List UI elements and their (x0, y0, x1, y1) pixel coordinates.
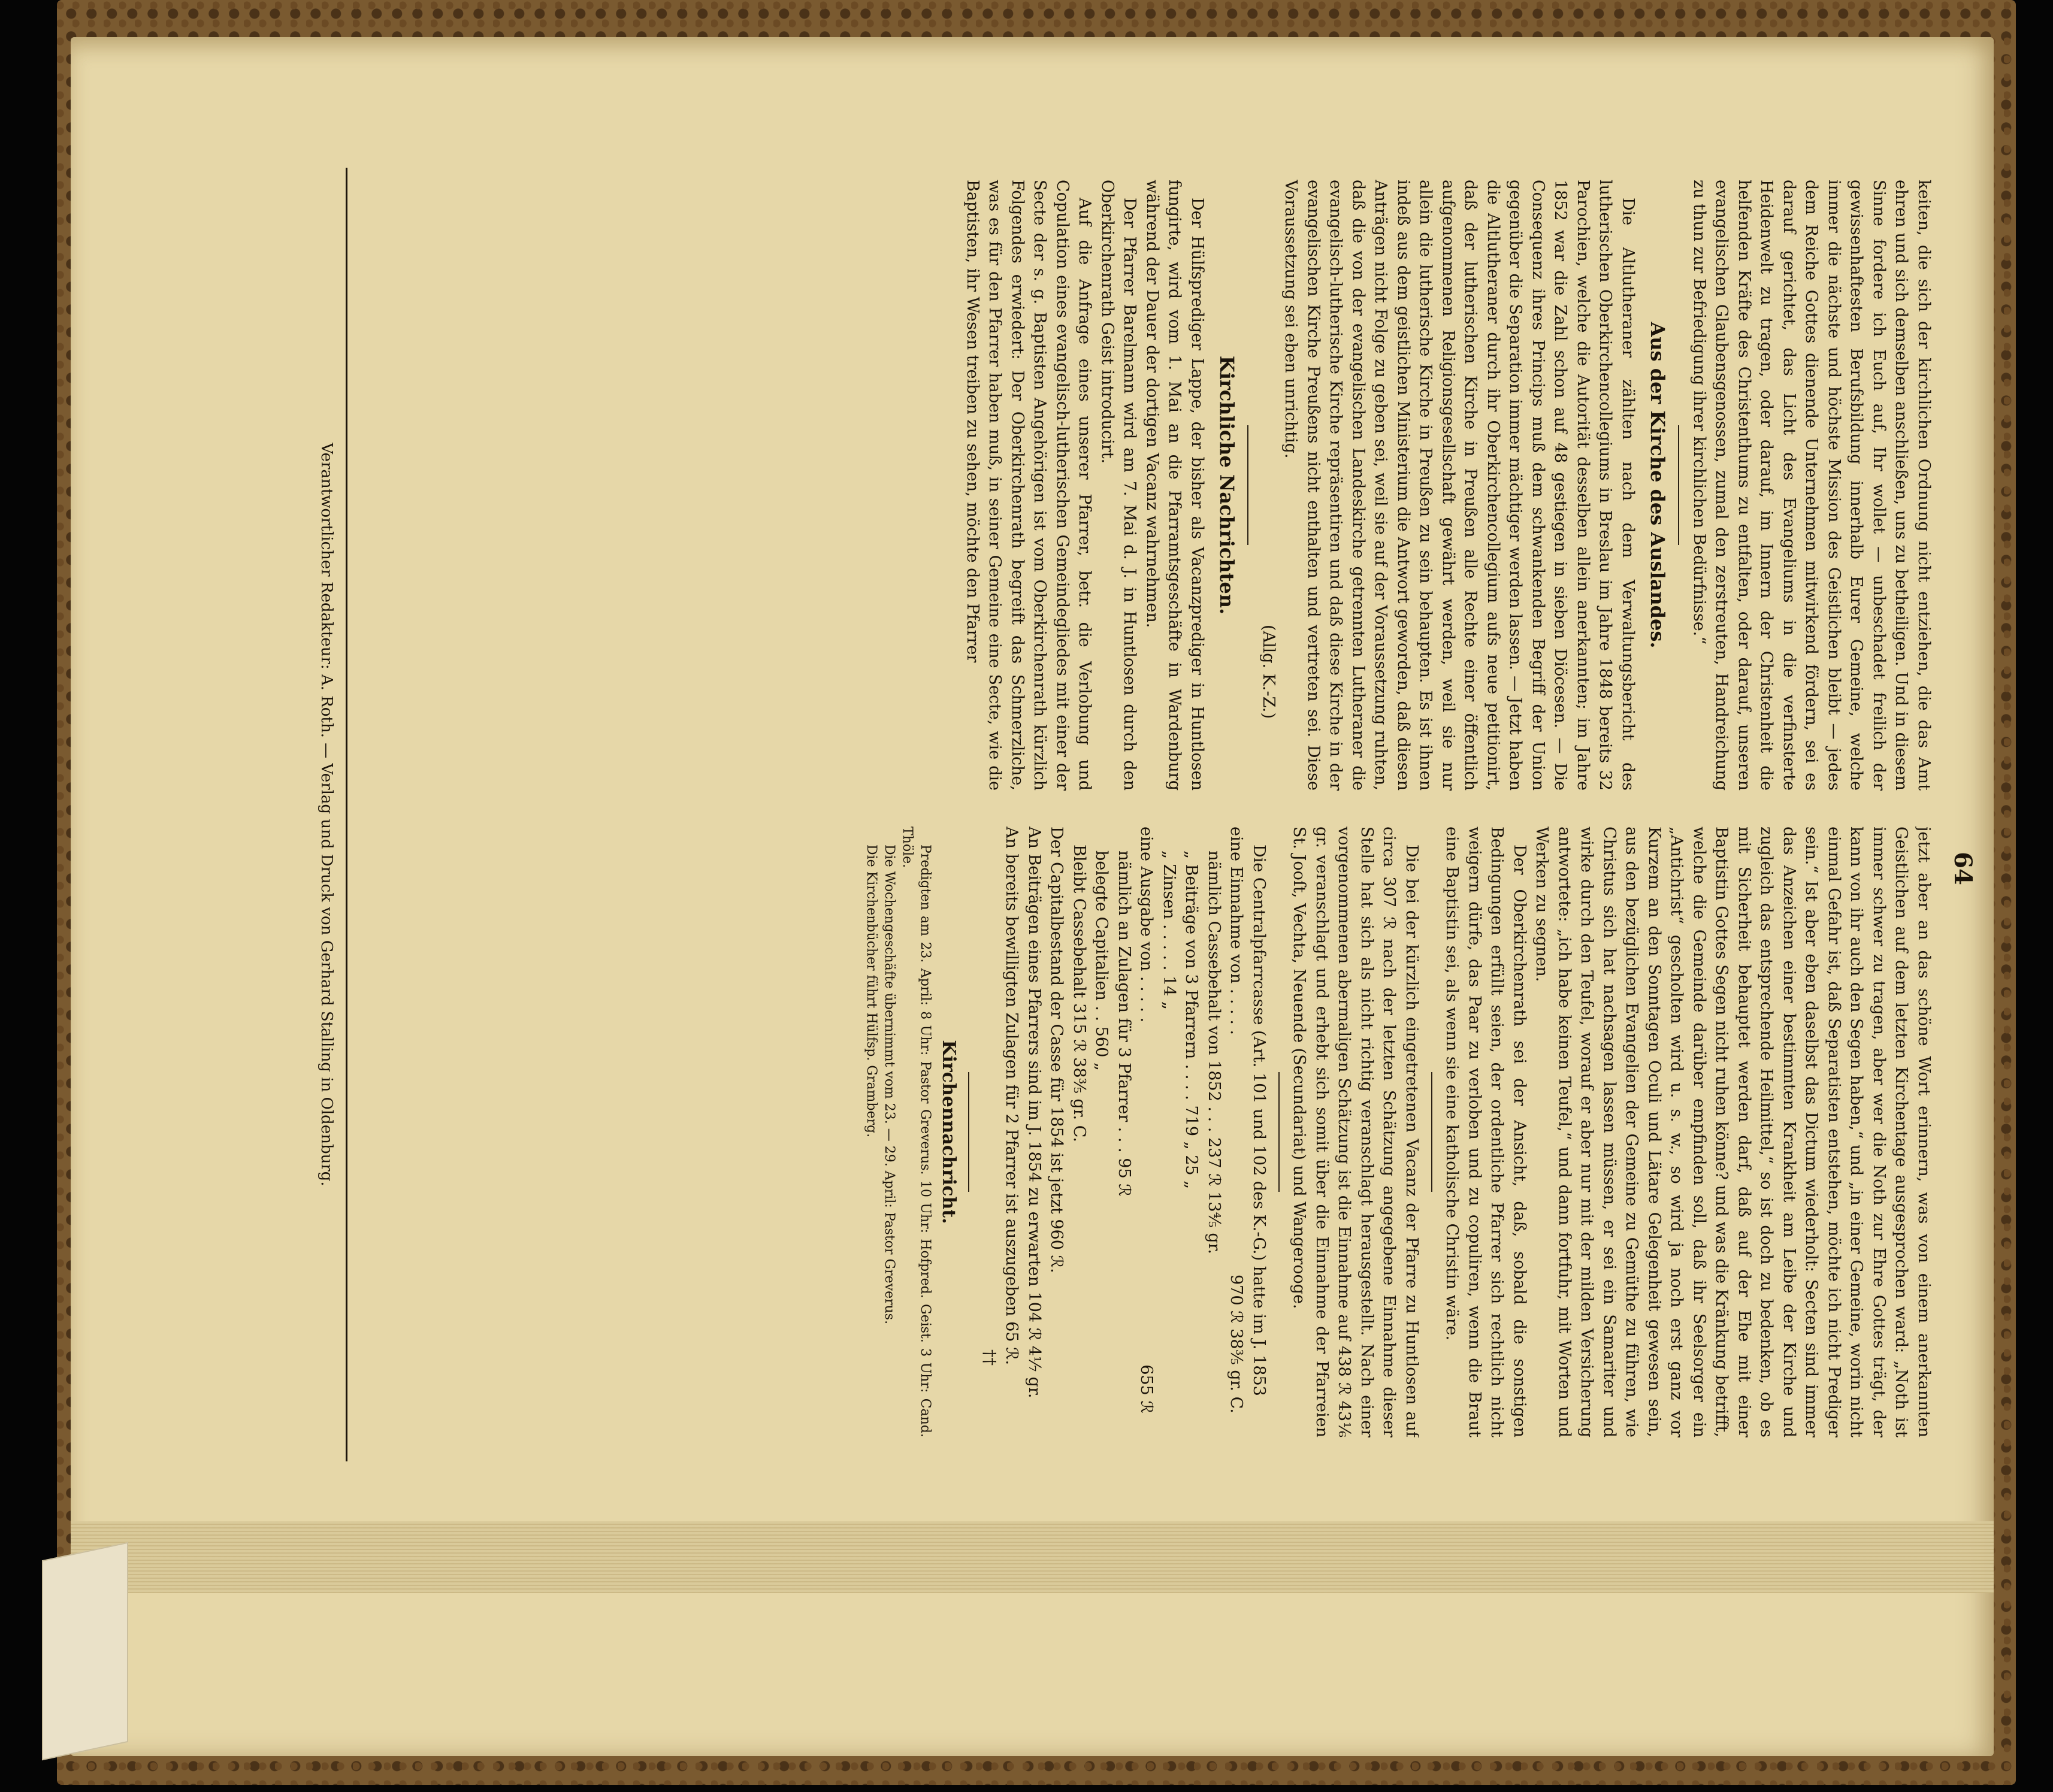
kirchennachricht-heading: Kirchennachricht. (938, 1040, 960, 1224)
cassa-summary-line: Bleibt Cassebehalt 315 ℛ 38⅗ gr. C. (1070, 844, 1089, 1143)
cassa-row (1180, 827, 1203, 1437)
cassa-row (1090, 827, 1113, 1437)
nachricht-paragraph: Auf die Anfrage eines unserer Pfarrer, betr. die Verlobung und Copulation eines evangelisch-lutherischen Gemeindegliedes mit einer der Secte der s. g. Baptisten Angehörigen ist vom Oberkirchenrath kürzlich Folgendes erwiedert: Der Oberkirchenrath begreift das Schmerzliche, was es für den Pfarrer haben muß, in seiner Gemeine eine Secte, wie die Baptisten, ihr Wesen treiben zu sehen, möchte den Pfarrer (963, 180, 1094, 791)
footer-rule (346, 168, 347, 1461)
section-divider (1278, 1072, 1280, 1192)
right-column (401, 827, 1935, 1437)
cassa-heading: Die Centralpfarrcasse (Art. 101 und 102 des K.-G.) hatte im J. 1853 (1250, 844, 1268, 1396)
ausland-paragraph: Die Altlutheraner zählten nach dem Verwaltungsbericht des lutherischen Oberkirchencollegiums in Breslau im Jahre 1848 bereits 32 Parochien, welche die Autorität desselben allein anerkannten; im Jahre 1852 war die Zahl schon auf 48 gestiegen in sieben Diöcesen. — Die Consequenz ihres Princips muß dem schwankenden Begriff der Union gegenüber die Separation immer mächtiger werden lassen. — Jetzt haben die Altlutheraner durch ihr Oberkirchencollegium aufs neue petitionirt, daß der lutherischen Kirche in Preußen alle Rechte einer öffentlich aufgenommenen Religionsgesellschaft gewährt werden, weil sie nur allein die lutherische Kirche in Preußen zu sein behaupten. Es ist ihnen indeß aus dem geistlichen Ministerium die Antwort geworden, daß diesen Anträgen nicht Folge zu geben sei, weil sie auf der Voraussetzung ruhten, daß die von der evangelischen Landeskirche getrennten Lutheraner die evangelisch-lutherische Kirche repräsentiren und daß diese Kirche in der evangelischen Kirche Preußens nicht enthalten und vertreten sei. Diese Voraussetzung sei eben unrichtig. (1281, 180, 1637, 791)
signature-mark: †† (980, 1349, 999, 1366)
body-paragraph: jetzt aber an das schöne Wort erinnern, was von einem anerkannten Geistlichen auf dem letzten Kirchentage ausgesprochen ward: „Noth ist immer schwer zu tragen, aber wer die Noth zur Ehre Gottes trägt, der kann von ihr auch den Segen haben,“ und „in einer Gemeine, worin nicht einmal Gefahr ist, daß Separatisten entstehen, möchte ich nicht Prediger sein.“ Ist aber eben daselbst das Dictum wiederholt: Secten sind immer das Anzeichen einer bestimmten Krankheit am Leibe der Kirche und zugleich das entsprechende Heilmittel,“ so ist doch zu bedenken, ob es mit Sicherheit behauptet werden darf, daß auf der Ehe mit einer Baptistin Gottes Segen nicht ruhen könne? und was die Kränkung betrifft, welche die Gemeinde darüber empfinden soll, daß ihr Seelsorger ein „Antichrist“ gescholten wird u. s. w., so wird ja noch erst ganz vor Kurzem an den Sonntagen Oculi und Lätare Gelegenheit gewesen sein, aus den bezüglichen Evangelien der Gemeine zu Gemüthe zu führen, wie Christus sich hat nachsagen lassen müssen, er sei ein Samariter und wirke durch den Teufel, worauf er aber nur mit der milden Versicherung antwortete: „ich habe keinen Teufel,“ und dann fortfuhr, mit Worten und Werken zu segnen. (1532, 827, 1933, 1437)
cassa-row (1135, 827, 1158, 1437)
cassa-label: „ Zinsen . . . . . 14 „ (1160, 850, 1178, 1010)
section-divider (1679, 425, 1680, 545)
cassa-label: „ Beiträge von 3 Pfarrern . . . . 719 „ 25 „ (1182, 850, 1201, 1189)
page-number: 64 (1949, 852, 1977, 885)
source-citation: (Allg. K.-Z.) (1259, 624, 1278, 719)
continuation-paragraph: keiten, die sich der kirchlichen Ordnung nicht entziehen, die das Amt ehren und sich demselben anschließen, uns zu betheiligen. Und in diesem Sinne fordere ich Euch auf, Ihr wollet — unbeschadet freilich der gewissenhaftesten Berufsbildung innerhalb Eurer Gemeine, welche immer die nächste und höchste Mission des Geistlichen bleibt — jedes dem Reiche Gottes dienende Unternehmen mitwirkend fördern, sei es darauf gerichtet, das Licht des Evangeliums in die verfinsterte Heidenwelt zu tragen, oder darauf, im Innern der Christenheit die helfenden Kräfte des Christenthums zu entfalten, oder darauf, unseren evangelischen Glaubensgenossen, zumal den zerstreuten, Handreichung zu thun zur Befriedigung ihrer kirchlichen Bedürfnisse.“ (1690, 180, 1933, 791)
cassa-label: belegte Capitalien . . 560 „ (1092, 850, 1111, 1071)
cassa-value: 655 ℛ (1137, 1364, 1156, 1413)
body-paragraph: Die bei der kürzlich eingetretenen Vacanz der Pfarre zu Huntlosen auf circa 307 ℛ nach der letzten Schätzung angegebene Einnahme dieser Stelle hat sich als nicht richtig veranschlagt herausgestellt. Nach einer vorgenommenen abermaligen Schätzung ist die Einnahme auf 438 ℛ 43⅙ gr. veranschlagt und erhebt sich somit über die Einnahme der Pfarreien St. Jooſt, Vechta, Neuende (Secundariat) und Wangerooge. (1290, 827, 1421, 1437)
nachricht-paragraph: Der Hülfsprediger Lappe, der bisher als Vacanzprediger in Huntlosen fungirte, wird vom 1. Mai an die Pfarramtsgeschäfte in Wardenburg während der Dauer der dortigen Vacanz wahrnehmen. (1143, 180, 1207, 791)
left-column (401, 180, 1935, 791)
cassa-summary-line: An Beiträgen eines Pfarrers sind im J. 1854 zu erwarten 104 ℛ 4⅐ gr. (1025, 827, 1044, 1399)
cassa-label: nämlich an Zulagen für 3 Pfarrer . . . 95 ℛ (1115, 850, 1133, 1197)
body-paragraph: Der Oberkirchenrath sei der Ansicht, daß, sobald die sonstigen Bedingungen erfüllt seien, der ordentliche Pfarrer sich rechtlich nicht weigern dürfe, das Paar zu verloben und zu copuliren, wenn die Braut eine Baptistin sei, als wenn sie eine katholische Christin wäre. (1443, 827, 1529, 1437)
cassa-row (1158, 827, 1181, 1437)
cassa-row (1225, 827, 1248, 1437)
nachricht-paragraph: Der Pfarrer Barelmann wird am 7. Mai d. J. in Huntlosen durch den Oberkirchenrath Geist introducirt. (1098, 180, 1139, 791)
cassa-row (1203, 827, 1226, 1437)
cassa-label: eine Ausgabe von . . . . . (1137, 827, 1156, 1023)
rotated-page-content (228, 132, 2001, 1449)
kirchennachricht-line: Die Kirchenbücher führt Hülfsp. Gramberg. (864, 844, 879, 1138)
cassa-label: nämlich Cassebehalt von 1852 . . . 237 ℛ 13⅘ gr. (1205, 850, 1223, 1255)
folded-paper-tab (42, 1542, 128, 1761)
section-divider (1431, 1072, 1432, 1192)
page-stack-edge (71, 1521, 1994, 1593)
cassa-row (1113, 827, 1136, 1437)
kirchennachricht-line: Die Wochengeschäfte übernimmt vom 23. — 29. April: Pastor Greverus. (882, 844, 897, 1325)
cassa-summary-line: An bereits bewilligten Zulagen für 2 Pfarrer ist auszugeben 65 ℛ. (1002, 827, 1021, 1366)
cassa-summary-line: Der Capitalbestand der Casse für 1854 ist jetzt 960 ℛ. (1047, 827, 1066, 1273)
cassa-value: 970 ℛ 38⅗ gr. C. (1227, 1274, 1246, 1413)
imprint-footer: Verantwortlicher Redakteur: A. Roth. — Verlag und Druck von Gerhard Stalling in Oldenburg. (318, 443, 335, 1186)
section-heading-ausland: Aus der Kirche des Auslandes. (1646, 322, 1670, 649)
cassa-label: eine Einnahme von . . . . . (1227, 827, 1246, 1036)
section-divider (969, 1072, 970, 1192)
section-heading-nachrichten: Kirchliche Nachrichten. (1216, 355, 1239, 615)
kirchennachricht-line: Predigten am 23. April: 8 Uhr: Pastor Greverus. 10 Uhr: Hofpred. Geist. 3 Uhr: Cand. Thöle. (900, 827, 933, 1437)
section-divider (1248, 425, 1249, 545)
